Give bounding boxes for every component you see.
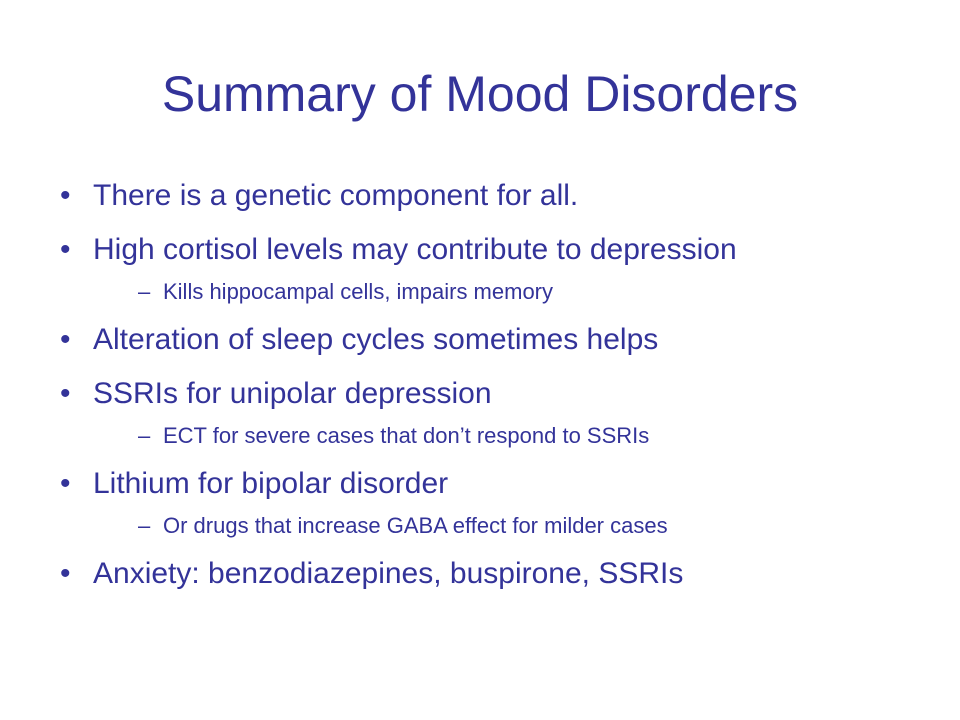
bullet-list	[60, 178, 920, 592]
sub-bullet-marker: –	[138, 279, 151, 304]
slide-title: Summary of Mood Disorders	[161, 66, 799, 122]
bullet-marker: •	[60, 377, 71, 410]
bullet-text: Alteration of sleep cycles sometimes helps	[93, 323, 659, 356]
sub-bullet-marker: –	[138, 423, 151, 448]
bullet-text: High cortisol levels may contribute to depression	[93, 233, 737, 266]
sub-bullet-marker: –	[138, 513, 151, 538]
sub-bullet-text: ECT for severe cases that don’t respond to SSRIs	[163, 423, 650, 448]
bullet-text: Lithium for bipolar disorder	[93, 467, 449, 500]
bullet-text: SSRIs for unipolar depression	[93, 377, 492, 410]
bullet-item	[60, 322, 920, 358]
bullet-text: There is a genetic component for all.	[93, 179, 579, 212]
bullet-item	[60, 232, 920, 306]
sub-bullet-item	[93, 512, 920, 540]
sub-bullet-text: Kills hippocampal cells, impairs memory	[163, 279, 554, 304]
bullet-item	[60, 466, 920, 540]
bullet-text: Anxiety: benzodiazepines, buspirone, SSRIs	[93, 557, 684, 590]
sub-bullet-item	[93, 422, 920, 450]
bullet-marker: •	[60, 233, 71, 266]
bullet-item	[60, 376, 920, 450]
bullet-item	[60, 556, 920, 592]
bullet-marker: •	[60, 557, 71, 590]
sub-bullet-item	[93, 278, 920, 306]
sub-bullet-text: Or drugs that increase GABA effect for milder cases	[163, 513, 668, 538]
bullet-marker: •	[60, 179, 71, 212]
bullet-marker: •	[60, 323, 71, 356]
bullet-item	[60, 178, 920, 214]
bullet-marker: •	[60, 467, 71, 500]
